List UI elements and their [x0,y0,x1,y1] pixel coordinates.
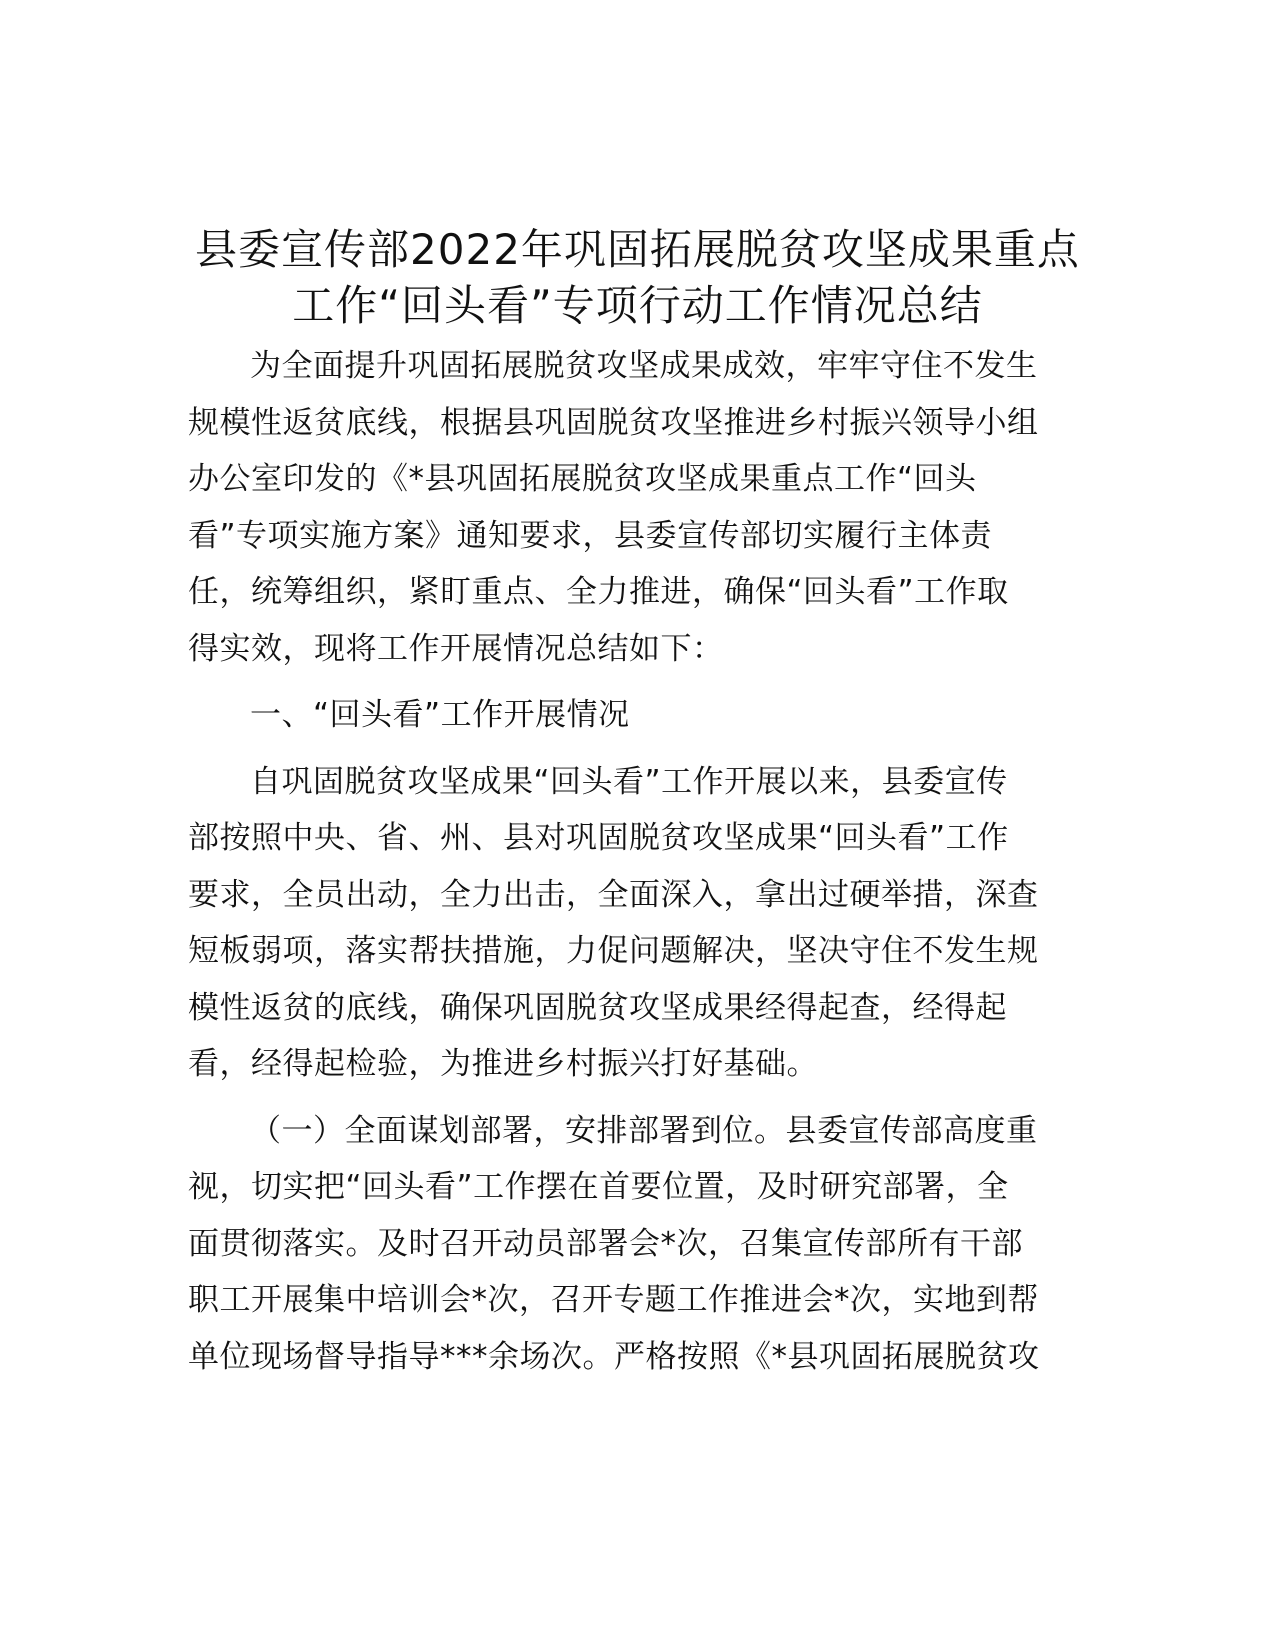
document-body [188,338,1088,1385]
paragraph-line: 看”专项实施方案》通知要求，县委宣传部切实履行主体责 [188,517,993,554]
paragraph-line: 模性返贫的底线，确保巩固脱贫攻坚成果经得起查，经得起 [188,989,1007,1026]
section-1-paragraph [188,754,1088,1093]
paragraph-line: 自巩固脱贫攻坚成果“回头看”工作开展以来，县委宣传 [250,763,1008,800]
title-line-1: 县委宣传部2022年巩固拓展脱贫攻坚成果重点 [195,225,1080,274]
paragraph-line: （一）全面谋划部署，安排部署到位。县委宣传部高度重 [250,1112,1038,1149]
paragraph-line: 得实效，现将工作开展情况总结如下： [188,630,724,667]
paragraph-line: 短板弱项，落实帮扶措施，力促问题解决，坚决守住不发生规 [188,933,1039,969]
paragraph-line: 视，切实把“回头看”工作摆在首要位置，及时研究部署，全 [188,1169,1009,1205]
spacer [188,1093,1088,1103]
intro-paragraph [188,338,1088,677]
paragraph-line: 部按照中央、省、州、县对巩固脱贫攻坚成果“回头看”工作 [188,820,1009,856]
section-heading-1: 一、“回头看”工作开展情况 [250,697,630,733]
spacer [188,744,1088,754]
paragraph-line: 任，统筹组织，紧盯重点、全力推进，确保“回头看”工作取 [188,574,1009,610]
paragraph-line: 单位现场督导指导***余场次。严格按照《*县巩固拓展脱贫攻 [188,1338,1040,1375]
spacer [188,677,1088,687]
paragraph-line: 规模性返贫底线，根据县巩固脱贫攻坚推进乡村振兴领导小组 [188,404,1039,441]
title-line-2: 工作“回头看”专项行动工作情况总结 [292,281,983,330]
paragraph-line: 职工开展集中培训会*次，召开专题工作推进会*次，实地到帮 [188,1282,1039,1318]
paragraph-line: 看，经得起检验，为推进乡村振兴打好基础。 [188,1046,818,1082]
paragraph-line: 办公室印发的《*县巩固拓展脱贫攻坚成果重点工作“回头 [188,461,977,497]
paragraph-line: 面贯彻落实。及时召开动员部署会*次，召集宣传部所有干部 [188,1225,1023,1262]
subsection-1-paragraph [188,1103,1088,1386]
paragraph-line: 要求，全员出动，全力出击，全面深入，拿出过硬举措，深查 [188,876,1039,913]
document-title [170,222,1105,334]
paragraph-line: 为全面提升巩固拓展脱贫攻坚成果成效，牢牢守住不发生 [250,348,1038,384]
